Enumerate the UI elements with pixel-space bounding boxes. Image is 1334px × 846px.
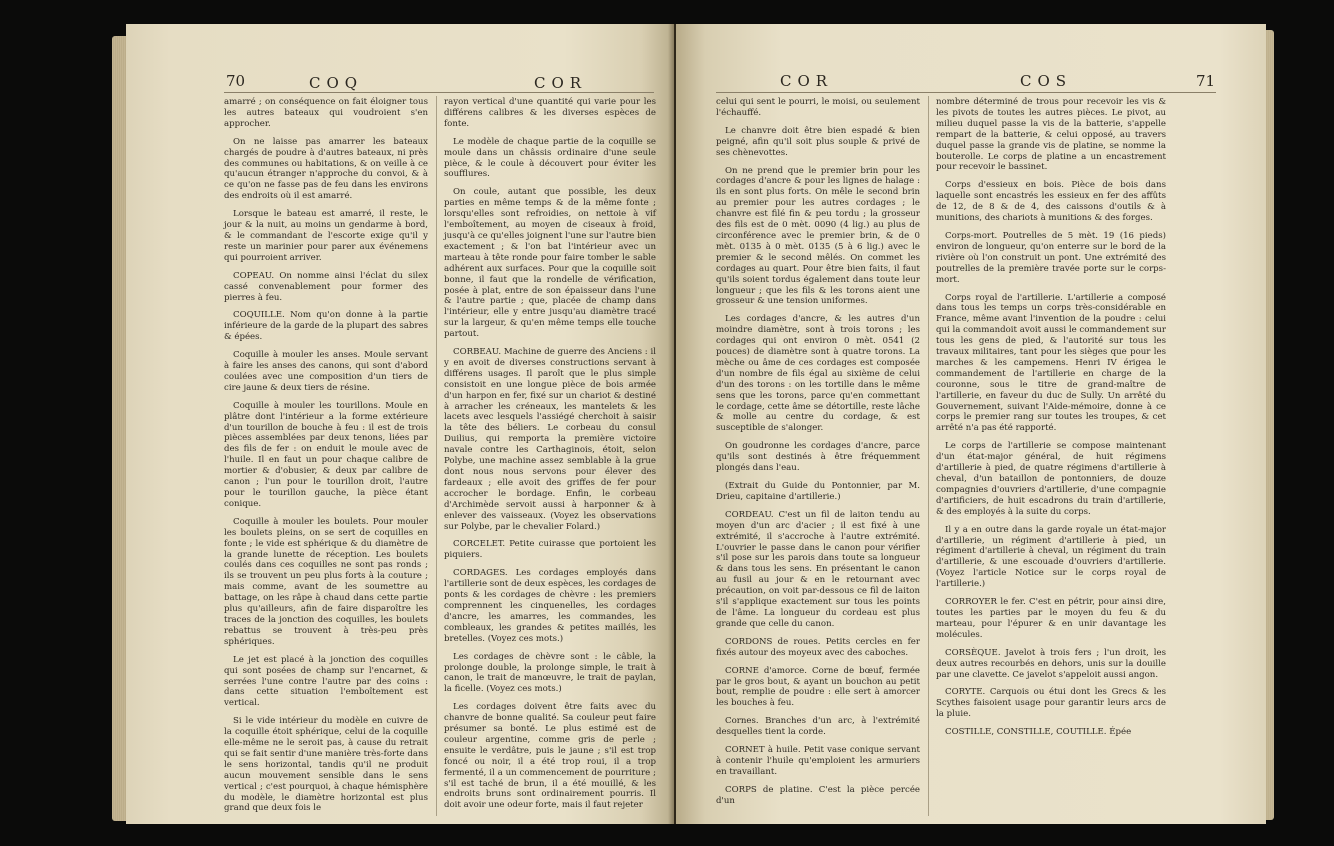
- paragraph: Corps-mort. Poutrelles de 5 mèt. 19 (16 pieds) environ de longueur, qu'on enterre sur le bord de la rivière où l'on construit un pont. Une extrémité des poutrelles de la première travée porte sur le corps-mort.: [936, 230, 1166, 285]
- left-page: [126, 24, 674, 824]
- paragraph: Coquille à mouler les tourillons. Moule en plâtre dont l'intérieur a la forme extérieure d'un tourillon de bouche à feu : il est de trois pièces assemblées par deux tenons, liées par des fils de fer : on enduit le moule avec de l'huile. Il en faut un pour chaque calibre de mortier & d'obusier, & deux par calibre de canon ; l'un pour le tourillon droit, l'autre pour le tourillon gauche, la pièce étant conique.: [224, 400, 428, 509]
- header-rule: [716, 92, 1216, 93]
- paragraph: On ne laisse pas amarrer les bateaux chargés de poudre à d'autres bateaux, ni près des communes ou habitations, & on veille à ce qu'aucun étranger n'approche du convoi, & à ce qu'on ne fasse pas de feu dans les environs des endroits où il est amarré.: [224, 136, 428, 202]
- page-number: 71: [1196, 72, 1216, 90]
- paragraph: Si le vide intérieur du modèle en cuivre de la coquille étoit sphérique, celui de la coquille elle-même ne le seroit pas, à cause du retrait qui se fait sentir d'une manière très-forte dans le sens horizontal, tandis qu'il ne produit aucun mouvement sensible dans le sens vertical ; c'est pourquoi, à chaque hémisphère du modèle, le diamètre horizontal est plus grand que deux fois le: [224, 716, 428, 814]
- paragraph: amarré ; on conséquence on fait éloigner tous les autres bateaux qui voudroient s'en approcher.: [224, 97, 428, 129]
- paragraph: Cornes. Branches d'un arc, à l'extrémité desquelles tient la corde.: [716, 716, 920, 738]
- paragraph: Corps d'essieux en bois. Pièce de bois dans laquelle sont encastrés les essieux en fer des affûts de 12, de 8 & de 4, des caissons d'outils & à munitions, des chariots à munitions & des forges.: [936, 180, 1166, 224]
- running-head-left: COR: [780, 72, 834, 90]
- paragraph: Le chanvre doit être bien espadé & bien peigné, afin qu'il soit plus souple & privé de ses chènevottes.: [716, 125, 920, 158]
- running-head-right: COR: [534, 74, 588, 92]
- paragraph: CORNE d'amorce. Corne de bœuf, fermée par le gros bout, & ayant un bouchon au petit bout, remplie de poudre : elle sert à amorcer les bouches à feu.: [716, 665, 920, 709]
- paragraph: CORCELET. Petite cuirasse que portoient les piquiers.: [444, 539, 656, 561]
- paragraph: CORDONS de roues. Petits cercles en fer fixés autour des moyeux avec des caboches.: [716, 636, 920, 658]
- paragraph: Les cordages d'ancre, & les autres d'un moindre diamètre, sont à trois torons ; les cordages qui ont environ 0 mèt. 0541 (2 pouces) de diamètre sont à quatre torons. La mèche ou âme de ces cordages est composée d'un nombre de fils égal au sixième de celui d'un des torons : on les tortille dans le même sens que les torons, parce qu'en commettant le cordage, cette âme se détortille, reste lâche & molle au centre du cordage, & est susceptible de s'alonger.: [716, 314, 920, 434]
- paragraph: Lorsque le bateau est amarré, il reste, le jour & la nuit, au moins un gendarme à bord, & le commandant de l'escorte exige qu'il y reste un marinier pour parer aux événemens qui pourroient arriver.: [224, 209, 428, 263]
- paragraph: (Extrait du Guide du Pontonnier, par M. Drieu, capitaine d'artillerie.): [716, 481, 920, 502]
- paragraph: On ne prend que le premier brin pour les cordages d'ancre & pour les lignes de halage : ils en sont plus forts. On mêle le second brin au premier pour les autres cordages ; le chanvre est filé fin & peu tordu ; la grosseur des fils est de 0 mèt. 0090 (4 lig.) au plus de circonférence avec le premier brin, & de 0 mèt. 0135 à 0 mèt. 0135 (5 à 6 lig.) avec le premier & le second mêlés. On commet les cordages au quart. Pour être bien faits, il faut qu'ils soient tordus également dans toute leur longueur ; que les fils & les torons aient une grosseur & une tension uniformes.: [716, 165, 920, 307]
- paragraph: Les cordages de chèvre sont : le câble, la prolonge double, la prolonge simple, le trait à canon, le trait de manœuvre, le trait de paylan, la ficelle. (Voyez ces mots.): [444, 651, 656, 695]
- paragraph: CORDAGES. Les cordages employés dans l'artillerie sont de deux espèces, les cordages de ponts & les cordages de chèvre : les premiers comprennent les cinquenelles, les cordages d'ancre, les amarres, les commandes, les combleaux, les grandes & petites maillés, les bretelles. (Voyez ces mots.): [444, 568, 656, 644]
- paragraph: COQUILLE. Nom qu'on donne à la partie inférieure de la garde de la plupart des sabres & épées.: [224, 310, 428, 343]
- paragraph: Coquille à mouler les boulets. Pour mouler les boulets pleins, on se sert de coquilles en fonte ; le vide est sphérique & du diamètre de la grande lunette de réception. Les boulets coulés dans ces coquilles ne sont pas ronds ; ils se trouvent un peu plus forts à la couture ; mais comme, avant de les soumettre au battage, on les râpe à chaud dans cette partie plus qu'ailleurs, afin de faire disparoître les traces de la jonction des coquilles, les boulets rebattus se trouvent à très-peu près sphériques.: [224, 516, 428, 647]
- paragraph: On goudronne les cordages d'ancre, parce qu'ils sont destinés à être fréquemment plongés dans l'eau.: [716, 441, 920, 474]
- column-divider: [928, 96, 929, 816]
- paragraph: Le modèle de chaque partie de la coquille se moule dans un châssis ordinaire d'une seule pièce, & le coule à découvert pour éviter les soufflures.: [444, 136, 656, 180]
- paragraph: CORSÈQUE. Javelot à trois fers ; l'un droit, les deux autres recourbés en dehors, unis sur la douille par une clavette. Ce javelot s'appeloit aussi angon.: [936, 647, 1166, 680]
- paragraph: CORPS de platine. C'est la pièce percée d'un: [716, 784, 920, 806]
- page-number: 70: [226, 72, 246, 90]
- text-column-1: [224, 97, 428, 817]
- text-column-2: [936, 97, 1166, 817]
- column-divider: [436, 96, 437, 816]
- paragraph: Le jet est placé à la jonction des coquilles qui sont posées de champ sur l'encarnet, & serrées l'une contre l'autre par des coins : dans cette situation l'emboîtement est vertical.: [224, 654, 428, 709]
- paragraph: CORDEAU. C'est un fil de laiton tendu au moyen d'un arc d'acier ; il est fixé à une extrémité, il s'accroche à l'autre extrémité. L'ouvrier le passe dans le canon pour vérifier s'il pose sur les parois dans toute sa longueur & dans tous les sens. En présentant le canon au fusil au jour & en le retournant avec précaution, on voit par-dessous ce fil de laiton s'il s'applique exactement sur tous les points de l'âme. La longueur du cordeau est plus grande que celle du canon.: [716, 509, 920, 629]
- running-head-right: COS: [1020, 72, 1073, 90]
- paragraph: On coule, autant que possible, les deux parties en même temps & de la même fonte ; lorsqu'elles sont refroidies, on nettoie à vif l'emboîtement, au moyen de ciseaux à froid, jusqu'à ce qu'elles joignent l'une sur l'autre bien exactement ; & l'on bat l'intérieur avec un marteau à tête ronde pour faire tomber le sable adhérent aux surfaces. Pour que la coquille soit bonne, il faut que la rondelle de vérification, posée à plat, entre de son épaisseur dans l'une & l'autre partie ; que, placée de champ dans l'intérieur, elle y entre jusqu'au diamètre tracé sur la largeur, & qu'en même temps elle touche partout.: [444, 187, 656, 340]
- paragraph: Coquille à mouler les anses. Moule servant à faire les anses des canons, qui sont d'abord coulées avec une composition d'un tiers de cire jaune & deux tiers de résine.: [224, 350, 428, 393]
- paragraph: Le corps de l'artillerie se compose maintenant d'un état-major général, de huit régimens d'artillerie à pied, de quatre régimens d'artillerie à cheval, d'un bataillon de pontonniers, de douze compagnies d'ouvriers d'artillerie, d'une compagnie d'artificiers, de huit escadrons du train d'artillerie, & des employés à la suite du corps.: [936, 441, 1166, 517]
- paragraph: CORROYER le fer. C'est en pétrir, pour ainsi dire, toutes les parties par le moyen du feu & du marteau, pour l'épurer & en unir davantage les molécules.: [936, 597, 1166, 640]
- paragraph: CORYTE. Carquois ou étui dont les Grecs & les Scythes faisoient usage pour garantir leurs arcs de la pluie.: [936, 687, 1166, 720]
- paragraph: Les cordages doivent être faits avec du chanvre de bonne qualité. Sa couleur peut faire présumer sa bonté. Le plus estimé est de couleur argentine, comme gris de perle ; ensuite le verdâtre, puis le jaune ; s'il est trop foncé ou noir, il a été trop roui, il a trop fermenté, il a un commencement de pourriture ; s'il est taché de brun, il a été mouillé, & les endroits bruns sont ordinairement pourris. Il doit avoir une odeur forte, mais il faut rejeter: [444, 702, 656, 811]
- paragraph: rayon vertical d'une quantité qui varie pour les différens calibres & les diverses espèces de fonte.: [444, 97, 656, 129]
- text-column-2: [444, 97, 656, 817]
- header-rule: [224, 92, 654, 93]
- paragraph: celui qui sent le pourri, le moisi, ou seulement l'échauffé.: [716, 97, 920, 118]
- paragraph: Il y a en outre dans la garde royale un état-major d'artillerie, un régiment d'artillerie à pied, un régiment d'artillerie à cheval, un régiment du train d'artillerie, & une escouade d'ouvriers d'artillerie. (Voyez l'article Notice sur le corps royal de l'artillerie.): [936, 524, 1166, 590]
- paragraph: nombre déterminé de trous pour recevoir les vis & les pivots de toutes les autres pièces. Le pivot, au milieu duquel passe la vis de la batterie, s'appelle rempart de la batterie, & celui opposé, au travers duquel passe la grande vis de platine, se nomme la bouterolle. Le corps de platine a un encastrement pour recevoir le bassinet.: [936, 97, 1166, 173]
- text-column-1: [716, 97, 920, 817]
- paragraph: Corps royal de l'artillerie. L'artillerie a composé dans tous les temps un corps très-considérable en France, même avant l'invention de la poudre : celui qui la commandoit avoit aussi le commandement sur tous les gens de pied, & l'autorité sur tous les travaux militaires, tant pour les sièges que pour les marches & les campemens. Henri IV érigea le commandement de l'artillerie en charge de la couronne, sous le titre de grand-maître de l'artillerie, en faveur du duc de Sully. Un arrêté du Gouvernement, suivant l'Aide-mémoire, donne à ce corps le premier rang sur toutes les troupes, & cet arrêté n'a pas été rapporté.: [936, 292, 1166, 434]
- running-head-left: COQ: [309, 74, 364, 92]
- paragraph: COSTILLE, CONSTILLE, COUTILLE. Épée: [945, 727, 1132, 738]
- paragraph: COPEAU. On nomme ainsi l'éclat du silex cassé convenablement pour former des pierres à feu.: [224, 270, 428, 303]
- right-page: [676, 24, 1266, 824]
- paragraph: CORNET à huile. Petit vase conique servant à contenir l'huile qu'emploient les armuriers en travaillant.: [716, 745, 920, 777]
- paragraph: CORBEAU. Machine de guerre des Anciens : il y en avoit de diverses constructions servant à différens usages. Il paroît que le plus simple consistoit en une longue pièce de bois armée d'un harpon en fer, fixé sur un chariot & destiné à arracher les créneaux, les mantelets & les lacets avec lesquels l'assiégé cherchoit à saisir la tête des béliers. Le corbeau du consul Duilius, qui remporta la première victoire navale contre les Carthaginois, étoit, selon Polybe, une machine assez semblable à la grue dont nous nous servons pour élever des fardeaux ; elle avoit des griffes de fer pour accrocher le bordage. Enfin, le corbeau d'Archimède servoit aussi à harponner & à enlever des vaisseaux. (Voyez les observations sur Polybe, par le chevalier Folard.): [444, 347, 656, 532]
